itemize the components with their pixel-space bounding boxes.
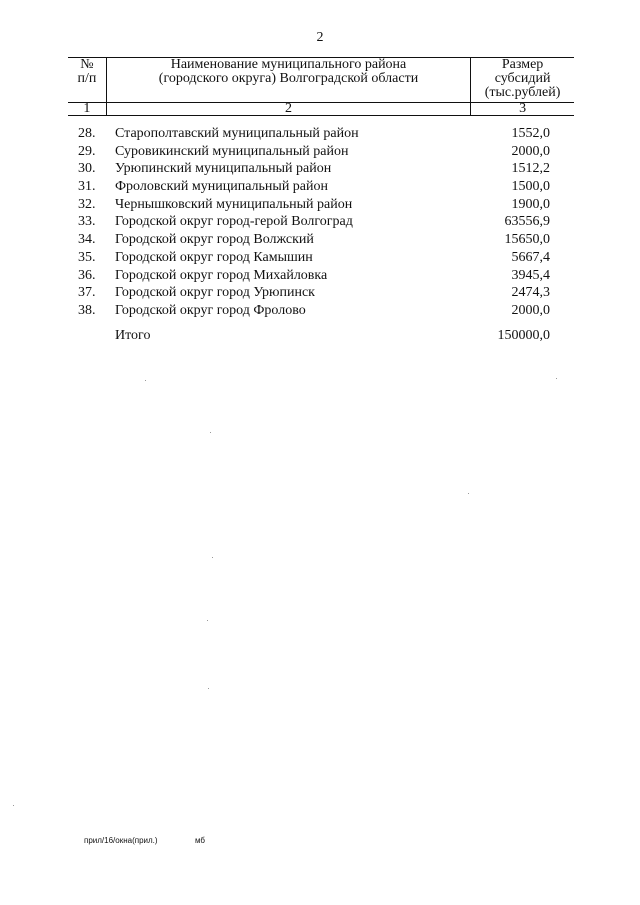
scan-speck — [556, 378, 557, 379]
header-amount-line-2: субсидий — [494, 71, 551, 86]
table-row — [68, 267, 574, 285]
row-value: 15650,0 — [504, 232, 550, 248]
header-number-line-2: п/п — [77, 71, 97, 86]
scan-speck — [210, 432, 211, 433]
row-value: 1552,0 — [511, 126, 550, 141]
row-value: 3945,4 — [511, 267, 550, 283]
row-name: Городской округ город Михайловка — [115, 267, 328, 283]
column-number-3: 3 — [471, 103, 574, 116]
header-name-line-1: Наименование муниципального района — [170, 57, 407, 72]
row-number: 29. — [78, 143, 96, 159]
column-number-1: 1 — [68, 103, 106, 116]
table-body — [68, 125, 574, 320]
header-name — [106, 58, 470, 103]
scan-speck — [212, 557, 213, 558]
row-name: Городской округ город Волжский — [115, 232, 314, 248]
table-header — [68, 57, 574, 116]
total-value: 150000,0 — [497, 328, 550, 343]
header-amount — [471, 58, 574, 103]
row-value: 2000,0 — [511, 143, 550, 159]
row-number: 36. — [78, 267, 96, 283]
row-name: Чернышковский муниципальный район — [115, 196, 353, 212]
row-number: 31. — [78, 179, 96, 195]
header-number-line-1: № — [80, 57, 94, 72]
row-number: 38. — [78, 302, 96, 318]
row-name: Городской округ город Урюпинск — [115, 285, 315, 301]
table-row — [68, 125, 574, 143]
table-row — [68, 284, 574, 302]
row-name: Городской округ город-герой Волгоград — [115, 214, 353, 230]
row-number: 32. — [78, 196, 96, 212]
footer-file-reference: прил/16/окна(прил.) — [84, 836, 158, 845]
table-row — [68, 160, 574, 178]
table-row — [68, 302, 574, 320]
row-name: Городской округ город Фролово — [115, 302, 306, 318]
table-row — [68, 231, 574, 249]
scan-speck — [13, 805, 14, 806]
scan-speck — [208, 688, 209, 689]
row-number: 35. — [78, 249, 96, 265]
row-name: Урюпинский муниципальный район — [115, 161, 332, 177]
table-row — [68, 178, 574, 196]
row-value: 2000,0 — [511, 302, 550, 318]
row-number: 30. — [78, 161, 96, 177]
table-header-grid — [68, 57, 574, 116]
total-row — [68, 327, 574, 345]
table-row — [68, 249, 574, 267]
row-name: Городской округ город Камышин — [115, 249, 313, 265]
row-value: 63556,9 — [504, 214, 550, 230]
row-value: 5667,4 — [511, 249, 550, 265]
row-value: 1512,2 — [511, 161, 550, 177]
header-name-line-2: (городского округа) Волгоградской области — [158, 71, 419, 86]
table-row — [68, 196, 574, 214]
total-label: Итого — [115, 328, 151, 343]
row-name: Фроловский муниципальный район — [115, 179, 329, 195]
scan-speck — [468, 493, 469, 494]
scan-speck — [207, 620, 208, 621]
row-number: 33. — [78, 214, 96, 230]
row-value: 1500,0 — [511, 179, 550, 195]
row-number: 28. — [78, 126, 96, 141]
page-number: 2 — [316, 30, 324, 45]
header-amount-line-1: Размер — [501, 57, 544, 72]
header-number — [68, 58, 106, 103]
column-number-2: 2 — [106, 103, 470, 116]
row-value: 1900,0 — [511, 196, 550, 212]
footer-code: мб — [195, 836, 205, 845]
table-row — [68, 213, 574, 231]
row-name: Суровикинский муниципальный район — [115, 143, 349, 159]
row-name: Старополтавский муниципальный район — [115, 126, 359, 141]
row-value: 2474,3 — [511, 285, 550, 301]
scan-speck — [145, 380, 146, 381]
header-amount-line-3: (тыс.рублей) — [484, 85, 561, 100]
table-row — [68, 143, 574, 161]
row-number: 34. — [78, 232, 96, 248]
row-number: 37. — [78, 285, 96, 301]
